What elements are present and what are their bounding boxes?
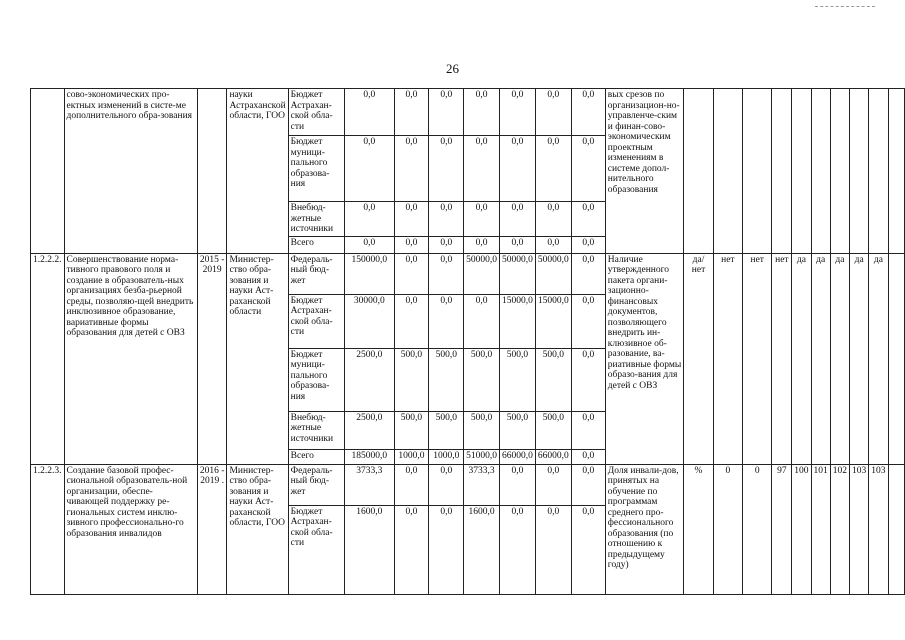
target-value: 0 — [713, 464, 742, 594]
funding-value: 15000,0 — [500, 294, 536, 348]
funding-value: 500,0 — [500, 348, 536, 411]
table-body — [31, 89, 905, 595]
funding-source: Бюджет Астрахан-ской обла-сти — [288, 89, 344, 136]
funding-value: 500,0 — [394, 411, 429, 449]
target-value: нет — [713, 253, 742, 464]
funding-value: 0,0 — [345, 89, 394, 136]
funding-value: 2500,0 — [345, 411, 394, 449]
funding-value: 0,0 — [394, 89, 429, 136]
funding-value: 0,0 — [571, 89, 605, 136]
item-name: Создание базовой профес-сиональной образователь-ной организации, обеспе-чивающей поддержку ре-гиональных систем инклю-зивного профессионально-го образования инвалидов — [64, 464, 197, 594]
funding-value: 500,0 — [500, 411, 536, 449]
table-row — [31, 464, 905, 505]
item-executor: Министер-ство обра-зования и науки Аст-раханской области, ГОО — [227, 464, 288, 594]
target-value — [888, 89, 904, 254]
target-value — [743, 89, 772, 254]
funding-value: 0,0 — [345, 136, 394, 202]
funding-value: 0,0 — [394, 294, 429, 348]
item-period: 2015 - 2019 — [197, 253, 227, 464]
scan-corner-mark — [815, 6, 875, 7]
funding-value: 50000,0 — [464, 253, 500, 294]
funding-value: 0,0 — [394, 136, 429, 202]
funding-value: 0,0 — [571, 348, 605, 411]
funding-value: 0,0 — [429, 464, 464, 505]
funding-value: 0,0 — [345, 202, 394, 237]
page-number: 26 — [446, 61, 459, 76]
funding-value: 0,0 — [429, 253, 464, 294]
funding-value: 0,0 — [500, 464, 536, 505]
item-name: Совершенствование норма-тивного правового поля и создание в образователь-ных организациях безба-рьерной среды, позволяю-щей внедрить инклюзивное образование, вариативные формы образования для детей с ОВЗ — [64, 253, 197, 464]
item-name: сово-экономических про-ектных изменений в систе-ме дополнительного обра-зования — [64, 89, 197, 254]
funding-value: 66000,0 — [535, 449, 571, 464]
funding-value: 0,0 — [571, 136, 605, 202]
target-value — [811, 89, 830, 254]
funding-value: 0,0 — [429, 294, 464, 348]
funding-value: 0,0 — [535, 202, 571, 237]
target-value — [869, 89, 888, 254]
funding-value: 0,0 — [500, 505, 536, 594]
funding-source: Внебюд-жетные источники — [288, 202, 344, 237]
funding-value: 500,0 — [394, 348, 429, 411]
funding-value: 0,0 — [500, 202, 536, 237]
indicator-unit: да/ нет — [684, 253, 713, 464]
target-value: да — [792, 253, 811, 464]
target-value: 103 — [850, 464, 869, 594]
target-value: 101 — [811, 464, 830, 594]
funding-value: 0,0 — [394, 253, 429, 294]
funding-value: 0,0 — [500, 236, 536, 253]
funding-value: 0,0 — [429, 236, 464, 253]
funding-value: 0,0 — [394, 464, 429, 505]
indicator-name: Наличие утвержденного пакета органи-зационно-финансовых документов, позволяющего внедрить ин-клюзивное об-разование, ва-риативные формы образо-вания для детей с ОВЗ — [605, 253, 684, 464]
funding-source: Всего — [288, 236, 344, 253]
target-value: да — [850, 253, 869, 464]
funding-value: 0,0 — [464, 236, 500, 253]
funding-value: 500,0 — [464, 411, 500, 449]
funding-value: 0,0 — [535, 464, 571, 505]
funding-value: 0,0 — [571, 236, 605, 253]
target-value — [888, 464, 904, 594]
funding-value: 0,0 — [571, 464, 605, 505]
indicator-name: Доля инвали-дов, принятых на обучение по программам среднего про-фессионального образования (по отношению к предыдущему году) — [605, 464, 684, 594]
target-value: да — [869, 253, 888, 464]
funding-value: 1600,0 — [464, 505, 500, 594]
target-value: нет — [743, 253, 772, 464]
funding-value: 2500,0 — [345, 348, 394, 411]
target-value: да — [811, 253, 830, 464]
funding-value: 0,0 — [429, 89, 464, 136]
item-period: 2016 - 2019 . — [197, 464, 227, 594]
item-number: 1.2.2.2. — [31, 253, 65, 464]
funding-value: 0,0 — [535, 89, 571, 136]
item-number — [31, 89, 65, 254]
funding-value: 500,0 — [535, 348, 571, 411]
funding-value: 0,0 — [429, 136, 464, 202]
funding-source: Всего — [288, 449, 344, 464]
funding-value: 0,0 — [535, 136, 571, 202]
funding-value: 0,0 — [535, 505, 571, 594]
item-executor: науки Астраханской области, ГОО — [227, 89, 288, 254]
target-value — [830, 89, 849, 254]
funding-value: 0,0 — [571, 411, 605, 449]
funding-value: 0,0 — [571, 202, 605, 237]
program-table — [30, 88, 905, 595]
target-value: 102 — [830, 464, 849, 594]
indicator-unit: % — [684, 464, 713, 594]
funding-value: 51000,0 — [464, 449, 500, 464]
funding-value: 0,0 — [429, 202, 464, 237]
funding-source: Бюджет муници-пального образова-ния — [288, 348, 344, 411]
funding-source: Федераль-ный бюд-жет — [288, 464, 344, 505]
target-value — [713, 89, 742, 254]
funding-value: 0,0 — [500, 136, 536, 202]
item-executor: Министер-ство обра-зования и науки Аст-раханской области — [227, 253, 288, 464]
funding-value: 0,0 — [571, 294, 605, 348]
funding-value: 15000,0 — [535, 294, 571, 348]
funding-value: 185000,0 — [345, 449, 394, 464]
funding-value: 500,0 — [464, 348, 500, 411]
target-value: 97 — [772, 464, 792, 594]
funding-value: 0,0 — [535, 236, 571, 253]
funding-value: 1000,0 — [429, 449, 464, 464]
funding-source: Бюджет Астрахан-ской обла-сти — [288, 505, 344, 594]
target-value: 100 — [792, 464, 811, 594]
funding-value: 0,0 — [464, 136, 500, 202]
funding-source: Бюджет Астрахан-ской обла-сти — [288, 294, 344, 348]
funding-value: 0,0 — [571, 253, 605, 294]
funding-value: 0,0 — [571, 505, 605, 594]
funding-value: 0,0 — [394, 505, 429, 594]
funding-value: 3733,3 — [345, 464, 394, 505]
item-period — [197, 89, 227, 254]
target-value: нет — [772, 253, 792, 464]
funding-source: Внебюд-жетные источники — [288, 411, 344, 449]
funding-value: 0,0 — [571, 449, 605, 464]
funding-value: 0,0 — [464, 294, 500, 348]
funding-value: 500,0 — [429, 411, 464, 449]
table-row — [31, 253, 905, 294]
funding-value: 0,0 — [394, 236, 429, 253]
target-value — [888, 253, 904, 464]
funding-value: 0,0 — [345, 236, 394, 253]
funding-value: 50000,0 — [535, 253, 571, 294]
funding-value: 500,0 — [429, 348, 464, 411]
funding-value: 0,0 — [464, 89, 500, 136]
funding-value: 1000,0 — [394, 449, 429, 464]
funding-source: Федераль-ный бюд-жет — [288, 253, 344, 294]
funding-value: 0,0 — [429, 505, 464, 594]
table-row — [31, 89, 905, 136]
indicator-unit — [684, 89, 713, 254]
funding-value: 1600,0 — [345, 505, 394, 594]
funding-value: 0,0 — [394, 202, 429, 237]
target-value — [792, 89, 811, 254]
item-number: 1.2.2.3. — [31, 464, 65, 594]
funding-value: 150000,0 — [345, 253, 394, 294]
funding-source: Бюджет муници-пального образова-ния — [288, 136, 344, 202]
target-value — [850, 89, 869, 254]
funding-value: 66000,0 — [500, 449, 536, 464]
funding-value: 0,0 — [464, 202, 500, 237]
target-value: да — [830, 253, 849, 464]
target-value: 103 — [869, 464, 888, 594]
indicator-name: вых срезов по организацион-но-управленче-ским и финан-сово-экономическим проектным изменениям в системе допол-нительного образования — [605, 89, 684, 254]
target-value — [772, 89, 792, 254]
funding-value: 500,0 — [535, 411, 571, 449]
target-value: 0 — [743, 464, 772, 594]
funding-value: 0,0 — [500, 89, 536, 136]
funding-value: 30000,0 — [345, 294, 394, 348]
funding-value: 50000,0 — [500, 253, 536, 294]
funding-value: 3733,3 — [464, 464, 500, 505]
